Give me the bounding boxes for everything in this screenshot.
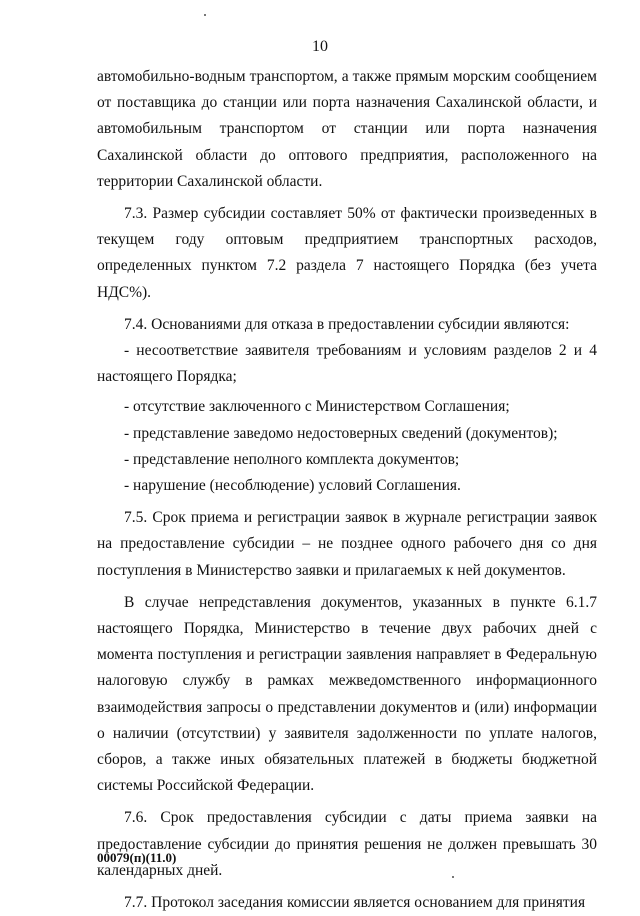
list-item: - несоответствие заявителя требованиям и условиям разделов 2 и 4 настоящего Порядка;	[97, 342, 597, 386]
footer-document-code: 00079(п)(11.0)	[97, 850, 177, 865]
list-item: - нарушение (несоблюдение) условий Соглашения.	[124, 477, 461, 495]
paragraph-7-3: 7.3. Размер субсидии составляет 50% от фактически произведенных в текущем году оптовым предприятием транспортных расходов, определенных пунктом 7.2 раздела 7 настоящего Порядка (без учета НДС%).	[97, 205, 597, 301]
paragraph-7-6: 7.6. Срок предоставления субсидии с даты приема заявки на предоставление субсидии до принятия решения не должен превышать 30 календарных дней.	[97, 809, 597, 879]
list-item: - отсутствие заключенного с Министерством Соглашения;	[124, 398, 510, 416]
scan-mark-top	[204, 14, 206, 16]
list-item: - представление заведомо недостоверных сведений (документов);	[124, 424, 558, 442]
paragraph-7-5: 7.5. Срок приема и регистрации заявок в журнале регистрации заявок на предоставление субсидии – не позднее одного рабочего дня со дня поступления в Министерство заявки и прилагаемых к ней документов.	[97, 509, 597, 579]
paragraph-7-7: 7.7. Протокол заседания комиссии является основанием для принятия	[124, 894, 586, 912]
paragraph-7-4: 7.4. Основаниями для отказа в предоставлении субсидии являются:	[124, 315, 570, 333]
list-item: - представление неполного комплекта документов;	[124, 450, 460, 468]
document-body	[97, 64, 597, 916]
page-number: 10	[312, 38, 328, 55]
paragraph-missing-documents: В случае непредставления документов, указанных в пункте 6.1.7 настоящего Порядка, Министерство в течение двух рабочих дней с момента поступления и регистрации заявления направляет в Федеральную налоговую службу в рамках межведомственного информационного взаимодействия запросы о представлении документов и (или) информации о наличии (отсутствии) у заявителя задолженности по уплате налогов, сборов, а также иных обязательных платежей в бюджеты бюджетной системы Российской Федерации.	[97, 593, 597, 795]
paragraph-continuation: автомобильно-водным транспортом, а также прямым морским сообщением от поставщика до станции или порта назначения Сахалинской области, и автомобильным транспортом от станции или порта назначения Сахалинской области до оптового предприятия, расположенного на территории Сахалинской области.	[97, 68, 597, 190]
